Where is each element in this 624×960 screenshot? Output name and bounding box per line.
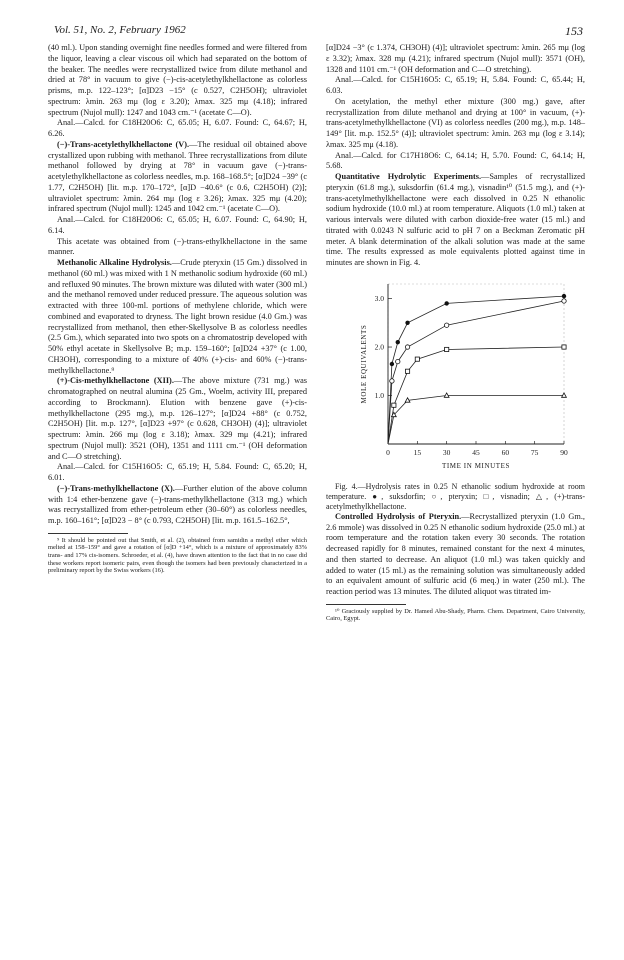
y-tick-label: 1.0 (374, 390, 384, 400)
right-column (326, 43, 585, 623)
right-column-bottom (326, 512, 585, 598)
data-point-pteryxin (390, 379, 394, 383)
section-heading: Controlled Hydrolysis of Pteryxin. (335, 511, 462, 521)
data-point-pteryxin (405, 345, 409, 349)
section-heading: (+)-Cis-methylkhellactone (XII). (57, 376, 174, 386)
figure-4 (326, 274, 585, 480)
paragraph-text: Anal.—Calcd. for C18H20O6: C, 65.05; H, 6.07. Found: C, 64.90; H, 6.14. (48, 215, 307, 235)
data-point-pteryxin (396, 359, 400, 363)
paragraph-text: —The above mixture (731 mg.) was chromatographed on neutral alumina (25 Gm., Woelm, activity III, prepared according to Brockmann). Elution with benzene gave (+)-cis-methylkhellactone (295 mg.), m.p. 126–127°; [α]D24 +88° (c 0.752, C2H5OH) [lit. m.p. 127°, [α]D23 +97° (c 0.628, CH3OH) (4)]; ultraviolet spectrum: λmin. 266 mμ (log ε 3.18); λmax. 329 mμ (4.21); infrared spectrum (Nujol mull): 3521 (OH), 1351 and 1111 cm.⁻¹ (OH deformation and C—O stretching). (48, 376, 307, 461)
section-heading: (−)-Trans-methylkhellactone (X). (57, 483, 175, 493)
paragraph (326, 512, 585, 598)
section-heading: Methanolic Alkaline Hydrolysis. (57, 258, 172, 267)
series-line-filled-circle (388, 296, 564, 444)
x-tick-label: 30 (442, 447, 451, 457)
x-tick-label: 15 (413, 447, 422, 457)
footnote-10: ¹⁰ Graciously supplied by Dr. Hamed Abu-Shady, Pharm. Chem. Department, Cairo University, Cairo, Egypt. (326, 607, 585, 623)
x-tick-label: 90 (560, 447, 568, 457)
footnote-rule (326, 604, 406, 605)
data-point-suksdorfin (562, 294, 566, 298)
hydrolysis-chart (326, 274, 585, 480)
paragraph (48, 237, 307, 259)
x-tick-label: 45 (472, 447, 480, 457)
plot-frame (388, 284, 564, 444)
data-point-suksdorfin (396, 340, 400, 344)
paragraph-text: On acetylation, the methyl ether mixture (300 mg.) gave, after recrystallization from dilute methanol and drying at 100° in vacuum, (+)-trans-acetylmethylkhellactone (VI) as colorless needles (200 mg.), m.p. 148–149° [lit. m.p. 152.5° (4)]; ultraviolet spectrum: λmin. 263 mμ (log ε 3.14); λmax. 325 mμ (4.18). (326, 96, 585, 149)
y-tick-label: 3.0 (374, 293, 384, 303)
left-column (48, 43, 307, 575)
data-point-visnadin (405, 369, 409, 373)
x-tick-label: 75 (530, 447, 539, 457)
series-line-open-triangle (388, 395, 564, 444)
footnote-rule (48, 533, 128, 534)
footnote-9: ⁹ It should be pointed out that Smith, et al. (2), obtained from samidin a methyl ether which melted at 158–159° and gave a rotation of [α]D +14°, which is a mixture of approximately 83% trans- and 17% cis-isomers. Schroeder, et al. (4), have drawn attention to the fact that in no case did these workers report isomeric pairs, even though the isomers had been previously characterized in a preliminary report by the Swiss workers (16). (48, 536, 307, 575)
paragraph (48, 140, 307, 215)
paragraph (48, 484, 307, 527)
paragraph-text: This acetate was obtained from (−)-trans-ethylkhellactone in the same manner. (48, 236, 307, 257)
paragraph (326, 151, 585, 173)
paragraph-text: Anal.—Calcd. for C17H18O6: C, 64.14; H, 5.70. Found: C, 64.14; H, 5.68. (326, 150, 585, 171)
figure-caption-text: —Hydrolysis rates in 0.25 N ethanolic sodium hydroxide at room temperature. ●, suksdorfin; ○, pteryxin; □, visnadin; △, (+)-trans-acetylmethylkhellactone. (326, 481, 585, 511)
figure-caption (326, 482, 585, 512)
paragraph-text: Anal.—Calcd. for C15H16O5: C, 65.19; H, 5.84. Found: C, 65.20; H, 6.01. (48, 462, 307, 482)
data-point-pteryxin (444, 323, 448, 327)
x-tick-label: 0 (386, 447, 390, 457)
paragraph-text: —Further elution of the above column with 1:4 ether-benzene gave (−)-trans-methylkhellactone (313 mg.) which was recrystallized from ether-petroleum ether (30–60°) as colorless needles, m.p. 160–161°; [α]D23 − 8° (c 0.793, C2H5OH) [lit. m.p. 161.5–162.5°, (48, 483, 307, 525)
x-axis-label: TIME IN MINUTES (441, 461, 511, 470)
data-point-visnadin (445, 347, 449, 351)
running-header: Vol. 51, No. 2, February 1962 (54, 24, 186, 36)
paragraph (48, 376, 307, 462)
paragraph-text: —Crude pteryxin (15 Gm.) dissolved in methanol (60 ml.) was mixed with 1 N methanolic sodium hydroxide (60 ml.) and refluxed 90 minutes. The brown mixture was diluted with water (300 ml.) and the methanol removed under reduced pressure. The aqueous solution was extracted with three 100-ml. portions of methylene chloride, which were combined and evaporated to dryness. The light brown residue (4.0 Gm.) was recrystallized from methanol, then ether-Skellysolve B as colorless needles (2.5 Gm.), which separated into two spots on a chromatostrip developed with 50% ethyl acetate in Skellysolve B; m.p. 159–160°; [α]D24 +37° (c 1.00, CH3OH), corresponding to a mixture of 40% (+)-cis- and 60% (−)-trans-methylkhellactone.⁹ (48, 258, 307, 375)
data-point-suksdorfin (390, 362, 394, 366)
paragraph-text: (40 ml.). Upon standing overnight fine needles formed and were filtered from the liquor, leaving a clear viscous oil which had separated on the bottom of the beaker. The needles were recrystallized twice from dilute methanol and dried at 78° in vacuum to give (−)-cis-acetylethylkhellactone as colorless prisms, m.p. 122–123°; [α]D23 −15° (c 0.527, C2H5OH); ultraviolet spectrum: λmin. 263 mμ (log ε 3.20); λmax. 325 mμ (4.18); infrared spectrum (Nujol mull): 1247 and 1043 cm.⁻¹ (acetate C—O). (48, 43, 307, 117)
paragraph-text: Anal.—Calcd. for C15H16O5: C, 65.19; H, 5.84. Found: C, 65.44; H, 6.03. (326, 75, 585, 95)
data-point-suksdorfin (405, 320, 409, 324)
x-tick-label: 60 (501, 447, 510, 457)
paragraph (326, 75, 585, 97)
paragraph (326, 172, 585, 269)
y-axis-label: MOLE EQUIVALENTS (360, 324, 368, 404)
section-heading: Quantitative Hydrolytic Experiments. (335, 172, 482, 181)
data-point-pteryxin (562, 299, 566, 303)
right-column-top (326, 43, 585, 269)
paragraph-text: —Recrystallized pteryxin (1.0 Gm., 2.6 mmole) was dissolved in 0.25 N ethanolic sodium hydroxide (25.0 ml.) at room temperature and the rotation taken every 30 seconds. The rotation decreased rapidly for 8 minutes, remained constant for the next 4 minutes, and then started to decrease. An aliquot (1.0 ml.) was taken quickly and added to water (15 ml.) as the remaining solution was simultaneously added to an equivalent amount of sulfuric acid (6 meq.) in water (250 ml.). The reaction period was 13 minutes. The diluted aliquot was titrated im- (326, 511, 586, 596)
data-point-suksdorfin (444, 301, 448, 305)
paragraph (326, 97, 585, 151)
series-line-open-circle (388, 301, 564, 444)
paragraph-text: [α]D24 −3° (c 1.374, CH3OH) (4)]; ultraviolet spectrum: λmin. 265 mμ (log ε 3.32); λmax. 328 mμ (4.21); infrared spectrum (Nujol mull): 3571 (OH), 1328 and 1101 cm.⁻¹ (OH deformation and C—O stretching). (326, 43, 585, 74)
figure-label: Fig. 4. (335, 481, 358, 491)
page-number: 153 (565, 24, 583, 38)
paragraph-text: —Samples of recrystallized pteryxin (61.8 mg.), suksdorfin (61.4 mg.), visnadin¹⁰ (51.5 mg.), and (+)-trans-acetylmethylkhellactone were each dissolved in 0.25 N ethanolic sodium hydroxide (10.0 ml.) at room temperature. Aliquots (1.0 ml.) taken at various intervals were diluted with carbon dioxide-free water (15 ml.) and titrated with 0.0243 N sulfuric acid to pH 7 on a Beckman Zeromatic pH meter. A blank determination of the alkali solution was made at the same time. The results expressed as mole equivalents plotted against time in minutes are shown in Fig. 4. (326, 172, 585, 267)
paragraph (48, 118, 307, 140)
paragraph (48, 43, 307, 118)
left-column-body (48, 43, 307, 527)
paragraph (48, 462, 307, 484)
data-point-visnadin (562, 345, 566, 349)
paragraph (326, 43, 585, 75)
y-tick-label: 2.0 (374, 342, 384, 352)
paragraph (48, 215, 307, 237)
paragraph-text: Anal.—Calcd. for C18H20O6: C, 65.05; H, 6.07. Found: C, 64.67; H, 6.26. (48, 118, 307, 138)
data-point-visnadin (415, 357, 419, 361)
data-point-visnadin (392, 403, 396, 407)
section-heading: (−)-Trans-acetylethylkhellactone (V). (57, 139, 190, 149)
paragraph-text: —The residual oil obtained above crystallized upon rubbing with methanol. Three recrystallizations from dilute methanol followed by drying at 78° in vacuum gave (−)-trans-acetylethylkhellactone as colorless needles, m.p. 168–168.5°; [α]D24 −39° (c 1.77, C2H5OH) [lit. m.p. 170–172°, [α]D −40.6° (c 0.6, C2H5OH) (2)]; ultraviolet spectrum: λmin. 264 mμ (log ε 3.26); λmax. 325 mμ (4.20); infrared spectrum (Nujol mull): 1245 and 1042 cm.⁻¹ (acetate C—O). (48, 139, 307, 214)
paragraph (48, 258, 307, 376)
